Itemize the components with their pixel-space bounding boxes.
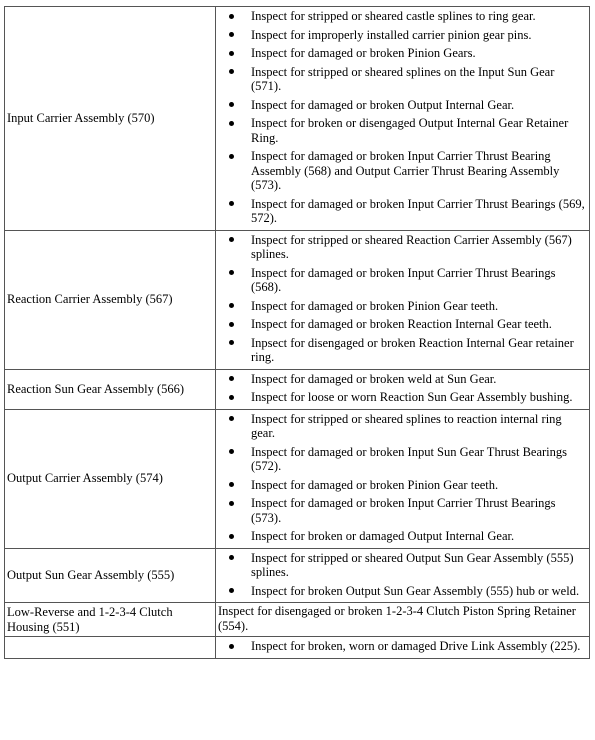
list-item: Inspect for stripped or sheared Output Sun Gear Assembly (555) splines. <box>251 550 585 583</box>
table-row <box>5 603 590 637</box>
inspection-cell <box>216 637 590 659</box>
inspection-list <box>216 637 589 658</box>
list-item: Inspect for broken or disengaged Output Internal Gear Retainer Ring. <box>251 115 585 148</box>
list-item: Inspect for damaged or broken Reaction Internal Gear teeth. <box>251 316 585 335</box>
inspection-cell <box>216 409 590 548</box>
inspection-list <box>216 7 589 230</box>
inspection-cell <box>216 230 590 369</box>
inspection-cell <box>216 603 590 637</box>
list-item: Inspect for broken Output Sun Gear Assembly (555) hub or weld. <box>251 583 585 602</box>
list-item: Inspect for improperly installed carrier pinion gear pins. <box>251 27 585 46</box>
list-item: Inspect for damaged or broken Pinion Gears. <box>251 45 585 64</box>
component-cell: Output Carrier Assembly (574) <box>5 409 216 548</box>
list-item: Inpsect for disengaged or broken Reaction Internal Gear retainer ring. <box>251 335 585 368</box>
component-cell: Reaction Carrier Assembly (567) <box>5 230 216 369</box>
inspection-cell <box>216 369 590 409</box>
list-item: Inspect for damaged or broken weld at Sun Gear. <box>251 371 585 390</box>
inspection-cell <box>216 7 590 231</box>
list-item: Inspect for stripped or sheared splines to reaction internal ring gear. <box>251 411 585 444</box>
component-cell: Reaction Sun Gear Assembly (566) <box>5 369 216 409</box>
component-cell: Low-Reverse and 1-2-3-4 Clutch Housing (551) <box>5 603 216 637</box>
inspection-list <box>216 231 589 369</box>
inspection-cell <box>216 548 590 603</box>
table-row <box>5 230 590 369</box>
list-item: Inspect for stripped or sheared castle splines to ring gear. <box>251 8 585 27</box>
list-item: Inspect for broken or damaged Output Internal Gear. <box>251 528 585 547</box>
list-item: Inspect for damaged or broken Input Carrier Thrust Bearings (569, 572). <box>251 196 585 229</box>
table-row <box>5 7 590 231</box>
inspection-table <box>4 6 590 659</box>
inspection-list <box>216 410 589 548</box>
component-cell: Input Carrier Assembly (570) <box>5 7 216 231</box>
inspection-table-body <box>5 7 590 659</box>
list-item: Inspect for stripped or sheared splines on the Input Sun Gear (571). <box>251 64 585 97</box>
inspection-text: Inspect for disengaged or broken 1-2-3-4 Clutch Piston Spring Retainer (554). <box>218 604 576 633</box>
component-cell <box>5 637 216 659</box>
list-item: Inspect for damaged or broken Input Sun Gear Thrust Bearings (572). <box>251 444 585 477</box>
table-row <box>5 548 590 603</box>
list-item: Inspect for damaged or broken Input Carrier Thrust Bearing Assembly (568) and Output Carrier Thrust Bearing Assembly (573). <box>251 148 585 196</box>
table-row <box>5 637 590 659</box>
list-item: Inspect for damaged or broken Input Carrier Thrust Bearings (568). <box>251 265 585 298</box>
table-row <box>5 369 590 409</box>
inspection-list <box>216 549 589 603</box>
list-item: Inspect for damaged or broken Input Carrier Thrust Bearings (573). <box>251 495 585 528</box>
list-item: Inspect for damaged or broken Pinion Gear teeth. <box>251 298 585 317</box>
inspection-list <box>216 370 589 409</box>
list-item: Inspect for loose or worn Reaction Sun Gear Assembly bushing. <box>251 389 585 408</box>
list-item: Inspect for damaged or broken Pinion Gear teeth. <box>251 477 585 496</box>
list-item: Inspect for broken, worn or damaged Drive Link Assembly (225). <box>251 638 585 657</box>
table-row <box>5 409 590 548</box>
list-item: Inspect for stripped or sheared Reaction Carrier Assembly (567) splines. <box>251 232 585 265</box>
list-item: Inspect for damaged or broken Output Internal Gear. <box>251 97 585 116</box>
component-cell: Output Sun Gear Assembly (555) <box>5 548 216 603</box>
